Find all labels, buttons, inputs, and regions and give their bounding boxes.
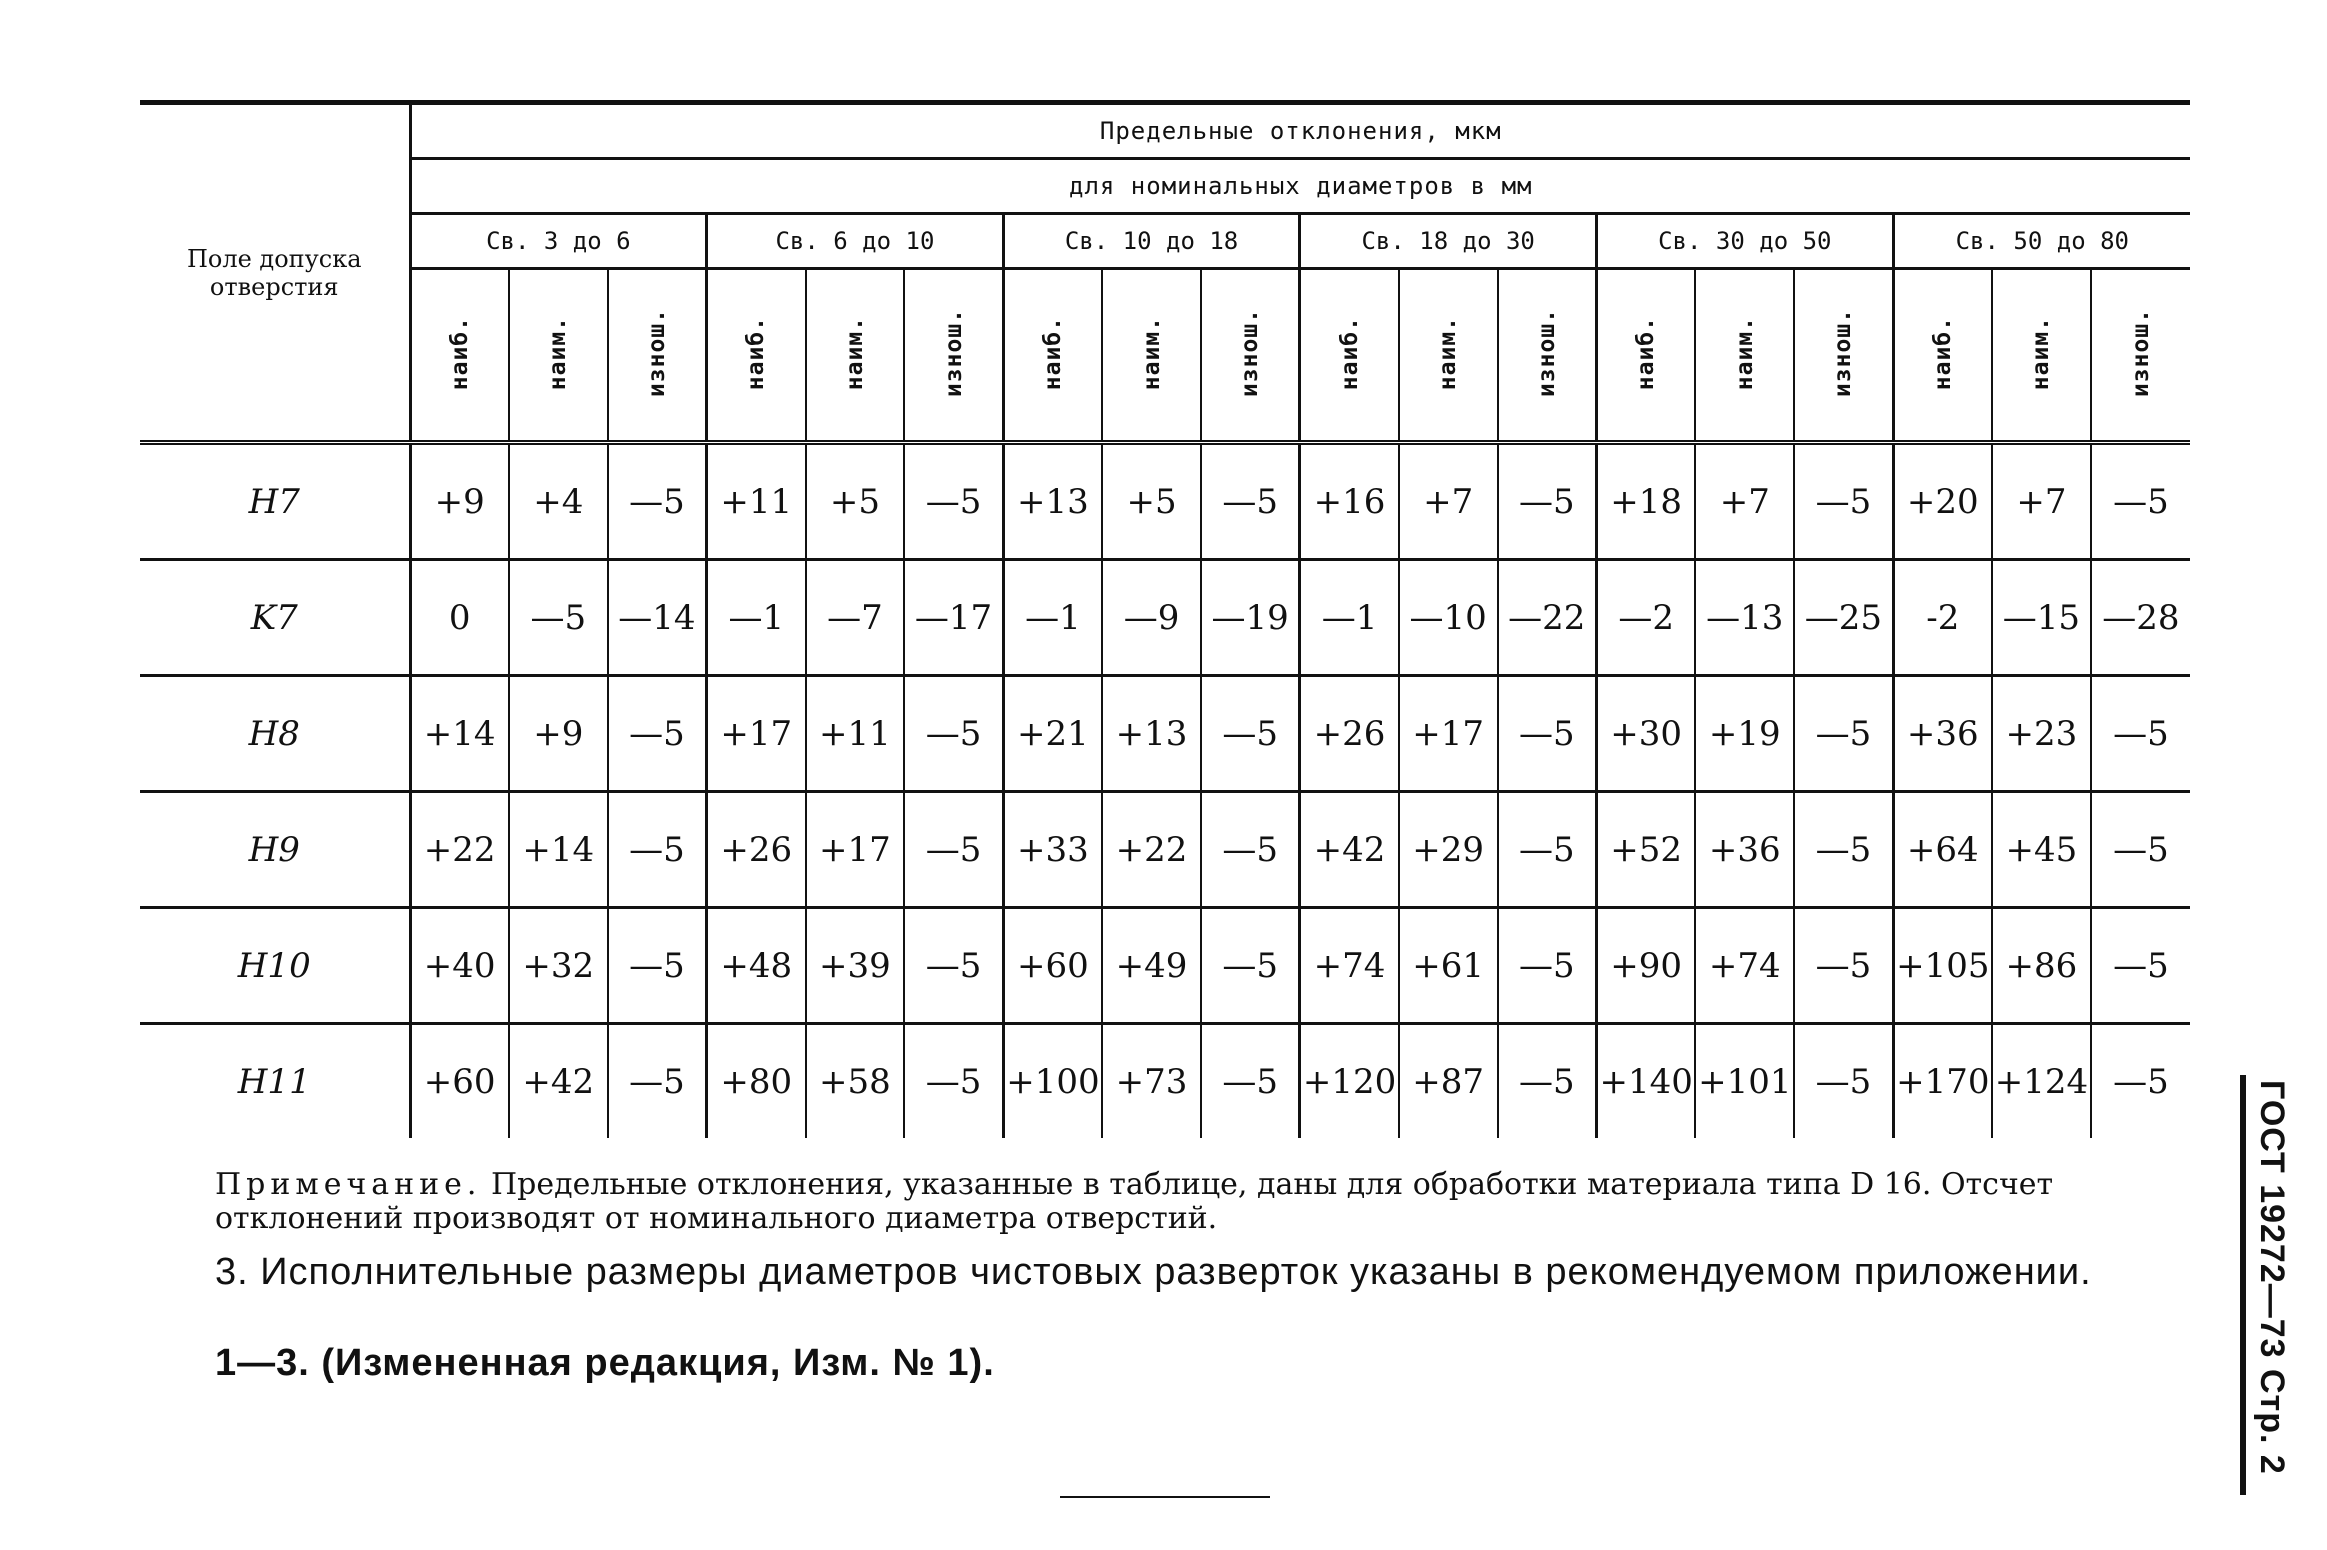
table-cell: +124	[1992, 1024, 2091, 1139]
bottom-rule	[1060, 1496, 1270, 1498]
table-cell: +49	[1102, 908, 1201, 1024]
subcolumn-label: изнош.	[1533, 308, 1560, 398]
table-cell: +42	[509, 1024, 608, 1139]
table-cell: +14	[509, 792, 608, 908]
table-cell: +87	[1399, 1024, 1498, 1139]
table-cell: —5	[904, 908, 1003, 1024]
table-cell: +64	[1893, 792, 1992, 908]
subcolumn-label: наим.	[545, 315, 572, 391]
table-row	[140, 676, 2190, 792]
subcolumn-header	[1102, 269, 1201, 443]
table-cell: —5	[904, 1024, 1003, 1139]
table-cell: +26	[707, 792, 806, 908]
table-cell: —5	[608, 1024, 707, 1139]
subcolumn-header	[509, 269, 608, 443]
subcolumn-label: наим.	[1435, 315, 1462, 391]
subcolumn-label: наиб.	[446, 315, 473, 391]
table-cell: —5	[608, 443, 707, 560]
row-field-label: H7	[140, 443, 410, 560]
subcolumn-label: наиб.	[743, 315, 770, 391]
table-cell: +4	[509, 443, 608, 560]
table-cell: +19	[1695, 676, 1794, 792]
table-cell: +17	[1399, 676, 1498, 792]
table-cell: +5	[806, 443, 905, 560]
subcolumn-header	[806, 269, 905, 443]
table-cell: —5	[1201, 1024, 1300, 1139]
table-cell: +23	[1992, 676, 2091, 792]
table-cell: —5	[904, 792, 1003, 908]
table-cell: +16	[1300, 443, 1399, 560]
table-cell: —9	[1102, 560, 1201, 676]
table-cell: -2	[1893, 560, 1992, 676]
subcolumn-header	[2091, 269, 2190, 443]
table-cell: +7	[1695, 443, 1794, 560]
field-header: Поле допуска отверстия	[140, 103, 410, 443]
subcolumn-label: наиб.	[1039, 315, 1066, 391]
table-row	[140, 560, 2190, 676]
table-row	[140, 1024, 2190, 1139]
table-cell: +9	[410, 443, 509, 560]
table-note	[215, 1168, 2165, 1236]
subcolumn-label: изнош.	[2127, 308, 2154, 398]
table-cell: +22	[1102, 792, 1201, 908]
table-cell: —5	[2091, 443, 2190, 560]
table-cell: +18	[1597, 443, 1696, 560]
paragraph-3: 3. Исполнительные размеры диаметров чистовых разверток указаны в рекомендуемом приложении.	[215, 1251, 2092, 1293]
table-cell: —14	[608, 560, 707, 676]
subcolumn-header	[1893, 269, 1992, 443]
table-cell: +36	[1695, 792, 1794, 908]
table-cell: —7	[806, 560, 905, 676]
table-cell: —5	[1794, 908, 1893, 1024]
table-cell: +170	[1893, 1024, 1992, 1139]
table-cell: —5	[1794, 792, 1893, 908]
table-cell: +26	[1300, 676, 1399, 792]
table-cell: —5	[2091, 1024, 2190, 1139]
table-cell: +74	[1695, 908, 1794, 1024]
table-cell: +9	[509, 676, 608, 792]
table-cell: +73	[1102, 1024, 1201, 1139]
amendment-note: 1—3. (Измененная редакция, Изм. № 1).	[215, 1342, 995, 1384]
subcolumn-label: наим.	[841, 315, 868, 391]
subcolumn-header	[1399, 269, 1498, 443]
table-cell: +11	[806, 676, 905, 792]
subcolumn-label: наим.	[2028, 315, 2055, 391]
table-cell: +17	[806, 792, 905, 908]
table-cell: —10	[1399, 560, 1498, 676]
table-cell: 0	[410, 560, 509, 676]
table-cell: +45	[1992, 792, 2091, 908]
table-cell: —15	[1992, 560, 2091, 676]
subcolumn-label: наиб.	[1929, 315, 1956, 391]
note-text: Предельные отклонения, указанные в таблице, даны для обработки материала типа D 16. Отсчет отклонений производят от номинального диаметра отверстий.	[215, 1167, 2054, 1236]
table-cell: —5	[1794, 676, 1893, 792]
table-cell: +30	[1597, 676, 1696, 792]
table-cell: +60	[1003, 908, 1102, 1024]
table-cell: —28	[2091, 560, 2190, 676]
table-cell: +17	[707, 676, 806, 792]
sub-header: для номинальных диаметров в мм	[410, 159, 2190, 214]
table-cell: +7	[1399, 443, 1498, 560]
subcolumn-header	[608, 269, 707, 443]
side-label: ГОСТ 19272—73 Стр. 2	[2253, 1080, 2291, 1475]
table-cell: —5	[1498, 676, 1597, 792]
table-cell: —5	[1498, 1024, 1597, 1139]
table-cell: —5	[608, 792, 707, 908]
table-cell: —5	[608, 908, 707, 1024]
subcolumn-header	[1597, 269, 1696, 443]
table-cell: +61	[1399, 908, 1498, 1024]
table-cell: +13	[1102, 676, 1201, 792]
table-cell: +60	[410, 1024, 509, 1139]
table-cell: —5	[608, 676, 707, 792]
table-cell: —5	[1794, 443, 1893, 560]
range-header: Св. 10 до 18	[1003, 214, 1300, 269]
table-cell: +120	[1300, 1024, 1399, 1139]
subcolumn-label: наим.	[1731, 315, 1758, 391]
subcolumn-header	[707, 269, 806, 443]
table-cell: +80	[707, 1024, 806, 1139]
table-cell: —2	[1597, 560, 1696, 676]
table-cell: —1	[707, 560, 806, 676]
table-cell: —13	[1695, 560, 1794, 676]
table-cell: —25	[1794, 560, 1893, 676]
table-cell: +40	[410, 908, 509, 1024]
table-row	[140, 792, 2190, 908]
table-cell: +86	[1992, 908, 2091, 1024]
table-cell: +101	[1695, 1024, 1794, 1139]
table-cell: —5	[904, 443, 1003, 560]
subcolumn-header	[1695, 269, 1794, 443]
table-cell: +105	[1893, 908, 1992, 1024]
table-cell: +140	[1597, 1024, 1696, 1139]
table-cell: —5	[509, 560, 608, 676]
subcolumn-header	[1794, 269, 1893, 443]
table-row	[140, 443, 2190, 560]
table-cell: +42	[1300, 792, 1399, 908]
subcolumn-label: наиб.	[1633, 315, 1660, 391]
subcolumn-header	[1498, 269, 1597, 443]
range-header: Св. 3 до 6	[410, 214, 707, 269]
row-field-label: H11	[237, 1061, 311, 1102]
table-cell: —19	[1201, 560, 1300, 676]
top-header: Предельные отклонения, мкм	[410, 103, 2190, 159]
range-header: Св. 6 до 10	[707, 214, 1004, 269]
table-cell: —5	[1201, 443, 1300, 560]
table-cell: —5	[2091, 676, 2190, 792]
row-field-label: H10	[140, 908, 410, 1024]
subcolumn-header	[1300, 269, 1399, 443]
table-cell: +39	[806, 908, 905, 1024]
range-header: Св. 50 до 80	[1893, 214, 2190, 269]
table-cell: —1	[1003, 560, 1102, 676]
subcolumn-label: наим.	[1138, 315, 1165, 391]
table-cell: +32	[509, 908, 608, 1024]
subcolumn-header	[1003, 269, 1102, 443]
table-cell: +7	[1992, 443, 2091, 560]
table-cell: +13	[1003, 443, 1102, 560]
table-cell: —17	[904, 560, 1003, 676]
table-cell: —22	[1498, 560, 1597, 676]
table-cell: —5	[1498, 443, 1597, 560]
table-cell: —5	[2091, 792, 2190, 908]
subcolumn-header	[904, 269, 1003, 443]
table-cell: +11	[707, 443, 806, 560]
row-field-label: H9	[140, 792, 410, 908]
table-cell: +20	[1893, 443, 1992, 560]
table-cell: +22	[410, 792, 509, 908]
subcolumn-label: изнош.	[1830, 308, 1857, 398]
table-cell: +29	[1399, 792, 1498, 908]
table-cell: —5	[1201, 908, 1300, 1024]
table-cell: +90	[1597, 908, 1696, 1024]
subcolumn-header	[410, 269, 509, 443]
table-cell: +5	[1102, 443, 1201, 560]
table-row	[140, 908, 2190, 1024]
table-cell: —5	[1794, 1024, 1893, 1139]
table-cell: +33	[1003, 792, 1102, 908]
subcolumn-header	[1201, 269, 1300, 443]
row-field-label: K7	[140, 560, 410, 676]
table-cell: —5	[2091, 908, 2190, 1024]
table-cell: —1	[1300, 560, 1399, 676]
table-cell: +52	[1597, 792, 1696, 908]
table-cell: +74	[1300, 908, 1399, 1024]
table-cell: +100	[1003, 1024, 1102, 1139]
table-cell: +58	[806, 1024, 905, 1139]
subcolumn-label: изнош.	[940, 308, 967, 398]
table-cell: —5	[1498, 908, 1597, 1024]
table-cell: +48	[707, 908, 806, 1024]
tolerance-table	[140, 100, 2190, 1138]
subcolumn-label: изнош.	[643, 308, 670, 398]
table-cell: —5	[1498, 792, 1597, 908]
range-header: Св. 18 до 30	[1300, 214, 1597, 269]
note-label: Примечание.	[215, 1167, 482, 1202]
table-cell: —5	[1201, 792, 1300, 908]
table-cell: —5	[904, 676, 1003, 792]
subcolumn-label: наиб.	[1336, 315, 1363, 391]
subcolumn-header	[1992, 269, 2091, 443]
table-cell: +21	[1003, 676, 1102, 792]
range-header: Св. 30 до 50	[1597, 214, 1894, 269]
row-field-label: H8	[140, 676, 410, 792]
table-cell: +36	[1893, 676, 1992, 792]
table-cell: —5	[1201, 676, 1300, 792]
subcolumn-label: изнош.	[1237, 308, 1264, 398]
table-cell: +14	[410, 676, 509, 792]
